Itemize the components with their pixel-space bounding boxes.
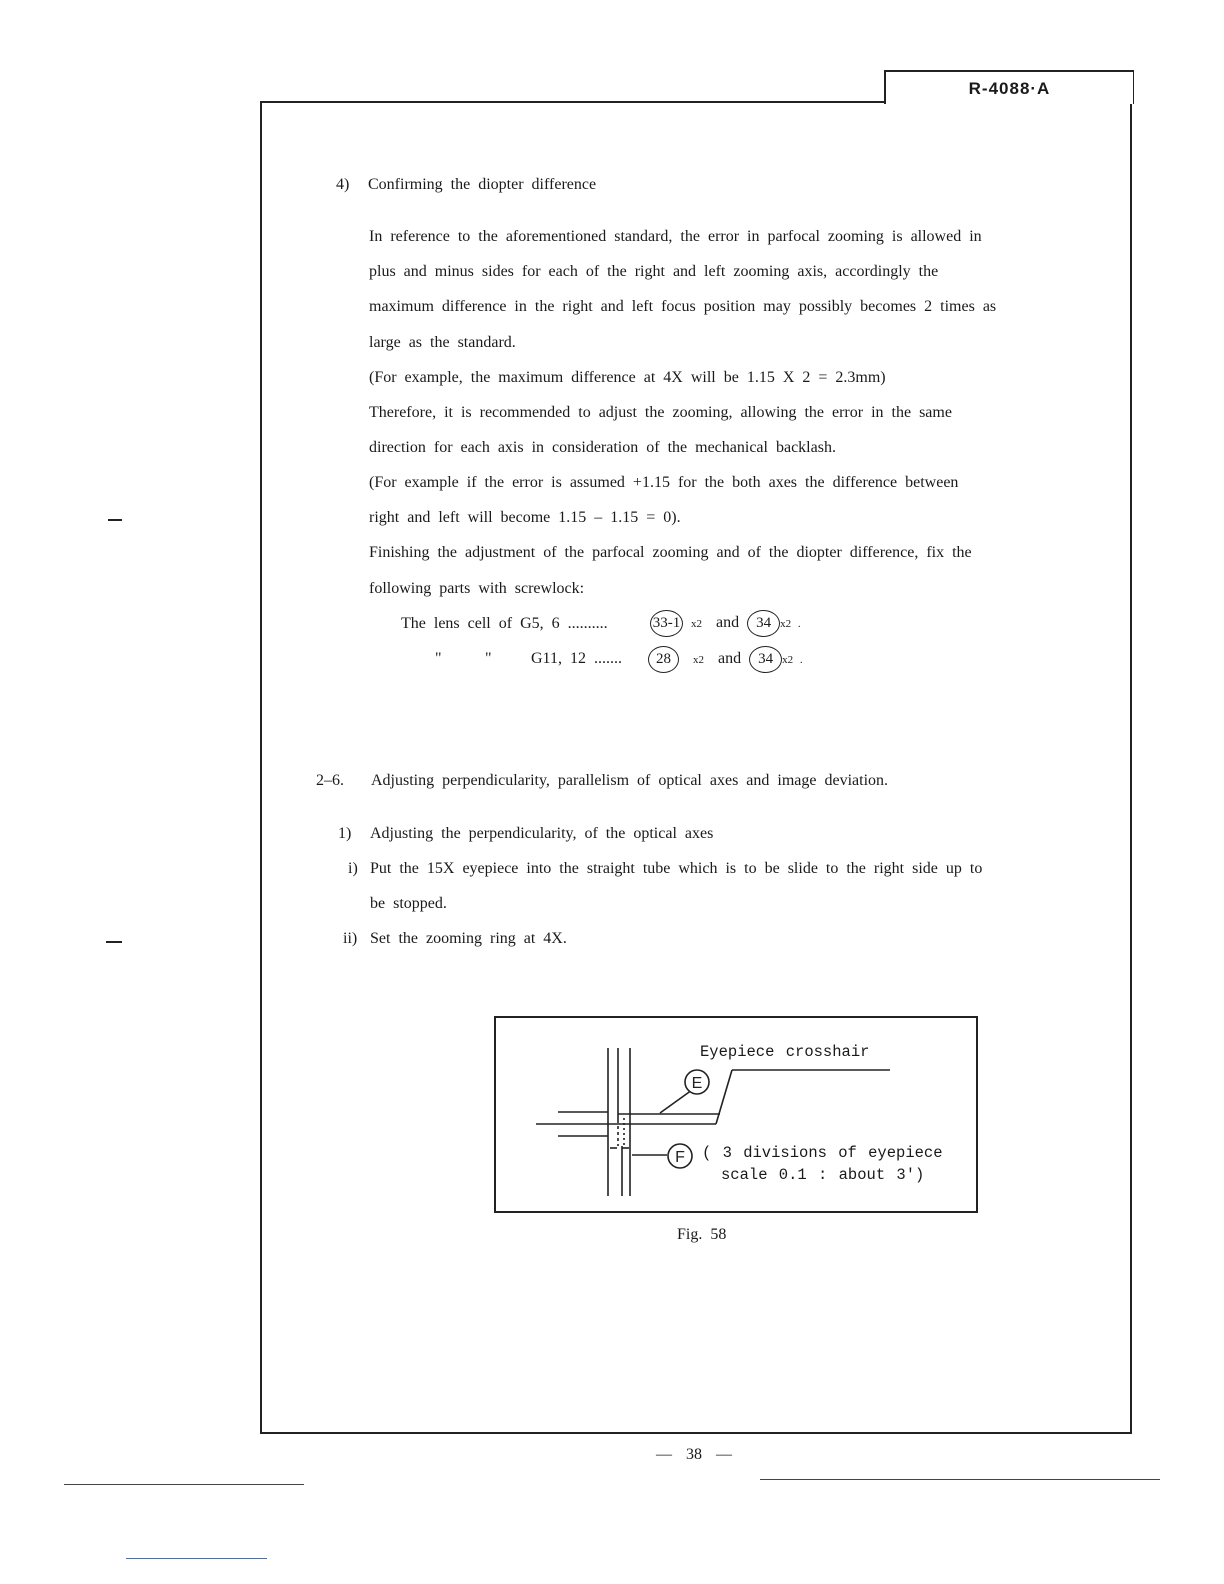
paragraph-line: large as the standard. [369, 334, 516, 351]
step-ii-number: ii) [343, 930, 358, 947]
paragraph-line: right and left will become 1.15 – 1.15 = 0). [369, 509, 681, 526]
parts-row-2-label: G11, 12 ....... [531, 650, 622, 667]
multiplier: x2 [691, 618, 702, 631]
footer-rule-right [760, 1479, 1160, 1480]
figure-caption: Fig. 58 [677, 1226, 727, 1243]
part-callout: 34 [747, 610, 780, 637]
marker-f-label: F [675, 1149, 685, 1166]
paragraph-line: following parts with screwlock: [369, 580, 585, 597]
paragraph-line: Therefore, it is recommended to adjust the zooming, allowing the error in the same [369, 404, 952, 421]
footer-rule-left [64, 1484, 304, 1485]
paragraph-line: In reference to the aforementioned standard, the error in parfocal zooming is allowed in [369, 228, 982, 245]
section-4-number: 4) [336, 176, 350, 193]
parts-row-1-refs [650, 610, 801, 637]
paragraph-line: direction for each axis in consideration of the mechanical backlash. [369, 439, 836, 456]
parts-row-2-refs [648, 646, 803, 673]
bottom-link-rule [126, 1558, 267, 1559]
margin-mark [106, 941, 122, 943]
paragraph-line: maximum difference in the right and left focus position may possibly becomes 2 times as [369, 298, 997, 315]
margin-mark [108, 519, 122, 521]
paragraph-line: plus and minus sides for each of the right and left zooming axis, accordingly the [369, 263, 939, 280]
paragraph-line: (For example, the maximum difference at 4X will be 1.15 X 2 = 2.3mm) [369, 369, 886, 386]
parts-row-1-label: The lens cell of G5, 6 .......... [401, 615, 608, 632]
part-callout: 34 [749, 646, 782, 673]
and-text: and [718, 650, 742, 668]
multiplier: x2 . [780, 618, 801, 631]
multiplier: x2 [693, 654, 704, 667]
subsection-number: 1) [338, 825, 352, 842]
ditto-mark: " [435, 650, 442, 667]
step-i-text: Put the 15X eyepiece into the straight tube which is to be slide to the right side up to [370, 860, 983, 877]
document-number: R-4088·A [884, 70, 1134, 104]
paragraph-line: (For example if the error is assumed +1.15 for the both axes the difference between [369, 474, 959, 491]
section-4-heading: Confirming the diopter difference [368, 176, 597, 193]
step-i-text-cont: be stopped. [370, 895, 447, 912]
figure-label-crosshair: Eyepiece crosshair [700, 1043, 870, 1061]
marker-e-label: E [691, 1075, 703, 1092]
figure-note-line2: scale 0.1 : about 3') [721, 1166, 925, 1184]
step-ii-text: Set the zooming ring at 4X. [370, 930, 567, 947]
section-2-6-title: Adjusting perpendicularity, parallelism of optical axes and image deviation. [371, 772, 889, 789]
figure-note-line1: ( 3 divisions of eyepiece [702, 1144, 943, 1162]
step-i-number: i) [348, 860, 358, 877]
page-number: — 38 — [656, 1446, 732, 1463]
and-text: and [716, 614, 740, 632]
part-callout: 28 [648, 646, 679, 673]
part-callout: 33-1 [650, 610, 683, 637]
section-2-6-number: 2–6. [316, 772, 344, 789]
subsection-title: Adjusting the perpendicularity, of the optical axes [370, 825, 714, 842]
ditto-mark: " [485, 650, 492, 667]
paragraph-line: Finishing the adjustment of the parfocal zooming and of the diopter difference, fix the [369, 544, 972, 561]
multiplier: x2 . [782, 654, 803, 667]
